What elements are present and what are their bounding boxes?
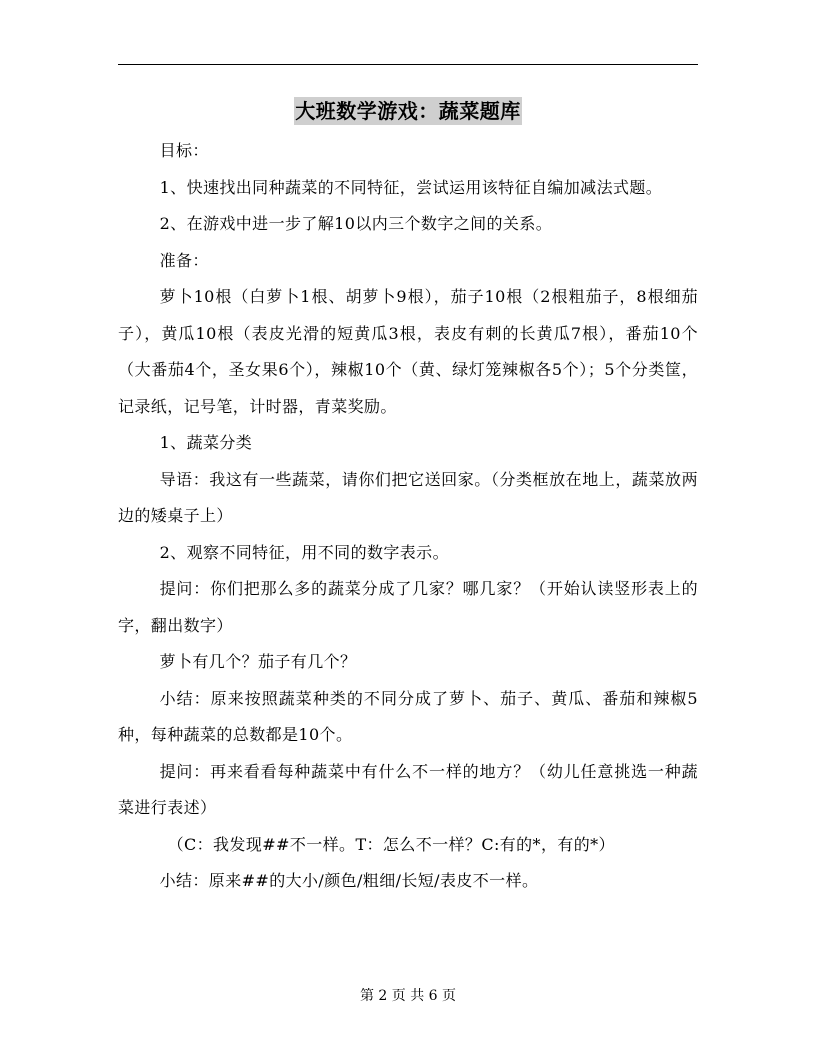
paragraph-summary-2: 小结：原来##的大小/颜色/粗细/长短/表皮不一样。 (159, 871, 539, 890)
paragraph-prep-materials: 萝卜10根（白萝卜1根、胡萝卜9根），茄子10根（2根粗茄子，8根细茄子），黄瓜10根（表皮光滑的短黄瓜3根，表皮有刺的长黄瓜7根），番茄10个（大番茄4个，圣女果6个），辣椒10个（黄、绿灯笼辣椒各5个）；5个分类筐，记录纸，记号笔，计时器，青菜奖励。 (118, 287, 698, 416)
paragraph-question-2: 萝卜有几个？茄子有几个？ (159, 652, 357, 671)
paragraph-summary-1: 小结：原来按照蔬菜种类的不同分成了萝卜、茄子、黄瓜、番茄和辣椒5种，每种蔬菜的总数都是10个。 (118, 688, 698, 744)
title-container (0, 97, 816, 125)
paragraph-step-1: 1、蔬菜分类 (159, 433, 253, 452)
paragraph-step-2: 2、观察不同特征，用不同的数字表示。 (159, 542, 449, 562)
paragraph-goal-heading: 目标： (159, 141, 209, 160)
paragraph-goal-1: 1、快速找出同种蔬菜的不同特征，尝试运用该特征自编加减法式题。 (159, 177, 663, 197)
page-number: 第 2 页 共 6 页 (359, 988, 457, 1004)
document-body (118, 133, 698, 900)
paragraph-question-3: 提问：再来看看每种蔬菜中有什么不一样的地方？（幼儿任意挑选一种蔬菜进行表述） (118, 761, 698, 817)
document-title: 大班数学游戏：蔬菜题库 (295, 99, 521, 123)
paragraph-intro: 导语：我这有一些蔬菜，请你们把它送回家。（分类框放在地上，蔬菜放两边的矮桌子上） (118, 469, 698, 525)
paragraph-goal-2: 2、在游戏中进一步了解10以内三个数字之间的关系。 (159, 214, 553, 233)
paragraph-question-1: 提问：你们把那么多的蔬菜分成了几家？哪几家？（开始认读竖形表上的字，翻出数字） (118, 579, 698, 635)
paragraph-prep-heading: 准备： (159, 250, 209, 270)
paragraph-dialog: （C：我发现##不一样。T：怎么不一样？C:有的*，有的*） (167, 834, 615, 854)
header-rule (118, 64, 698, 65)
